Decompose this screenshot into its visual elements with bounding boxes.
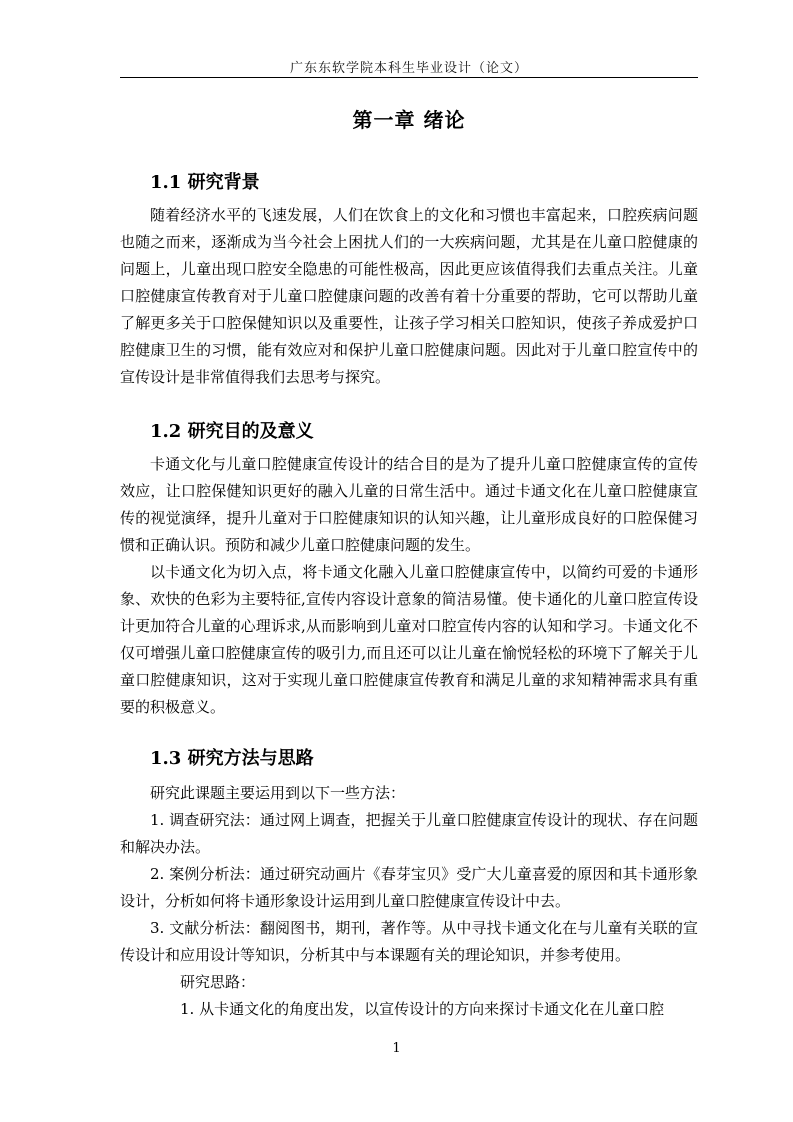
section-heading-1-2: 1.2 研究目的及意义 — [150, 421, 314, 442]
chapter-title: 第一章 绪论 — [352, 108, 466, 132]
page-number: 1 — [392, 1041, 401, 1056]
running-header: 广东东软学院本科生毕业设计（论文） — [289, 61, 528, 76]
method-item-case-study: 2. 案例分析法：通过研究动画片《春芽宝贝》受广大儿童喜爱的原因和其卡通形象设计，分析如何将卡通形象设计运用到儿童口腔健康宣传设计中去。 — [120, 865, 698, 910]
methods-intro: 研究此课题主要运用到以下一些方法： — [150, 784, 406, 802]
section-heading-1-3: 1.3 研究方法与思路 — [150, 748, 314, 769]
paragraph-purpose-2: 以卡通文化为切入点，将卡通文化融入儿童口腔健康宣传中，以简约可爱的卡通形象、欢快的色彩为主要特征,宣传内容设计意象的简洁易懂。使卡通化的儿童口腔宣传设计更加符合儿童的心理诉求,从而影响到儿童对口腔宣传内容的认知和学习。卡通文化不仅可增强儿童口腔健康宣传的吸引力,而且还可以让儿童在愉悦轻松的环境下了解关于儿童口腔健康知识，这对于实现儿童口腔健康宣传教育和满足儿童的求知精神需求具有重要的积极意义。 — [120, 563, 698, 716]
method-item-survey: 1. 调查研究法：通过网上调查，把握关于儿童口腔健康宣传设计的现状、存在问题和解决办法。 — [120, 811, 698, 856]
research-thinking-label: 研究思路： — [180, 973, 256, 991]
section-heading-1-1: 1.1 研究背景 — [150, 172, 260, 193]
paragraph-background: 随着经济水平的飞速发展，人们在饮食上的文化和习惯也丰富起来，口腔疾病问题也随之而来，逐渐成为当今社会上困扰人们的一大疾病问题，尤其是在儿童口腔健康的问题上，儿童出现口腔安全隐患的可能性极高，因此更应该值得我们去重点关注。儿童口腔健康宣传教育对于儿童口腔健康问题的改善有着十分重要的帮助，它可以帮助儿童了解更多关于口腔保健知识以及重要性，让孩子学习相关口腔知识，使孩子养成爱护口腔健康卫生的习惯，能有效应对和保护儿童口腔健康问题。因此对于儿童口腔宣传中的宣传设计是非常值得我们去思考与探究。 — [120, 206, 698, 386]
method-item-literature: 3. 文献分析法：翻阅图书，期刊，著作等。从中寻找卡通文化在与儿童有关联的宣传设计和应用设计等知识，分析其中与本课题有关的理论知识，并参考使用。 — [120, 919, 698, 964]
header-rule — [120, 77, 698, 78]
paragraph-purpose-1: 卡通文化与儿童口腔健康宣传设计的结合目的是为了提升儿童口腔健康宣传的宣传效应，让口腔保健知识更好的融入儿童的日常生活中。通过卡通文化在儿童口腔健康宣传的视觉演绎，提升儿童对于口腔健康知识的认知兴趣，让儿童形成良好的口腔保健习惯和正确认识。预防和减少儿童口腔健康问题的发生。 — [120, 455, 698, 554]
research-thinking-item-1: 1. 从卡通文化的角度出发，以宣传设计的方向来探讨卡通文化在儿童口腔 — [180, 1000, 665, 1018]
